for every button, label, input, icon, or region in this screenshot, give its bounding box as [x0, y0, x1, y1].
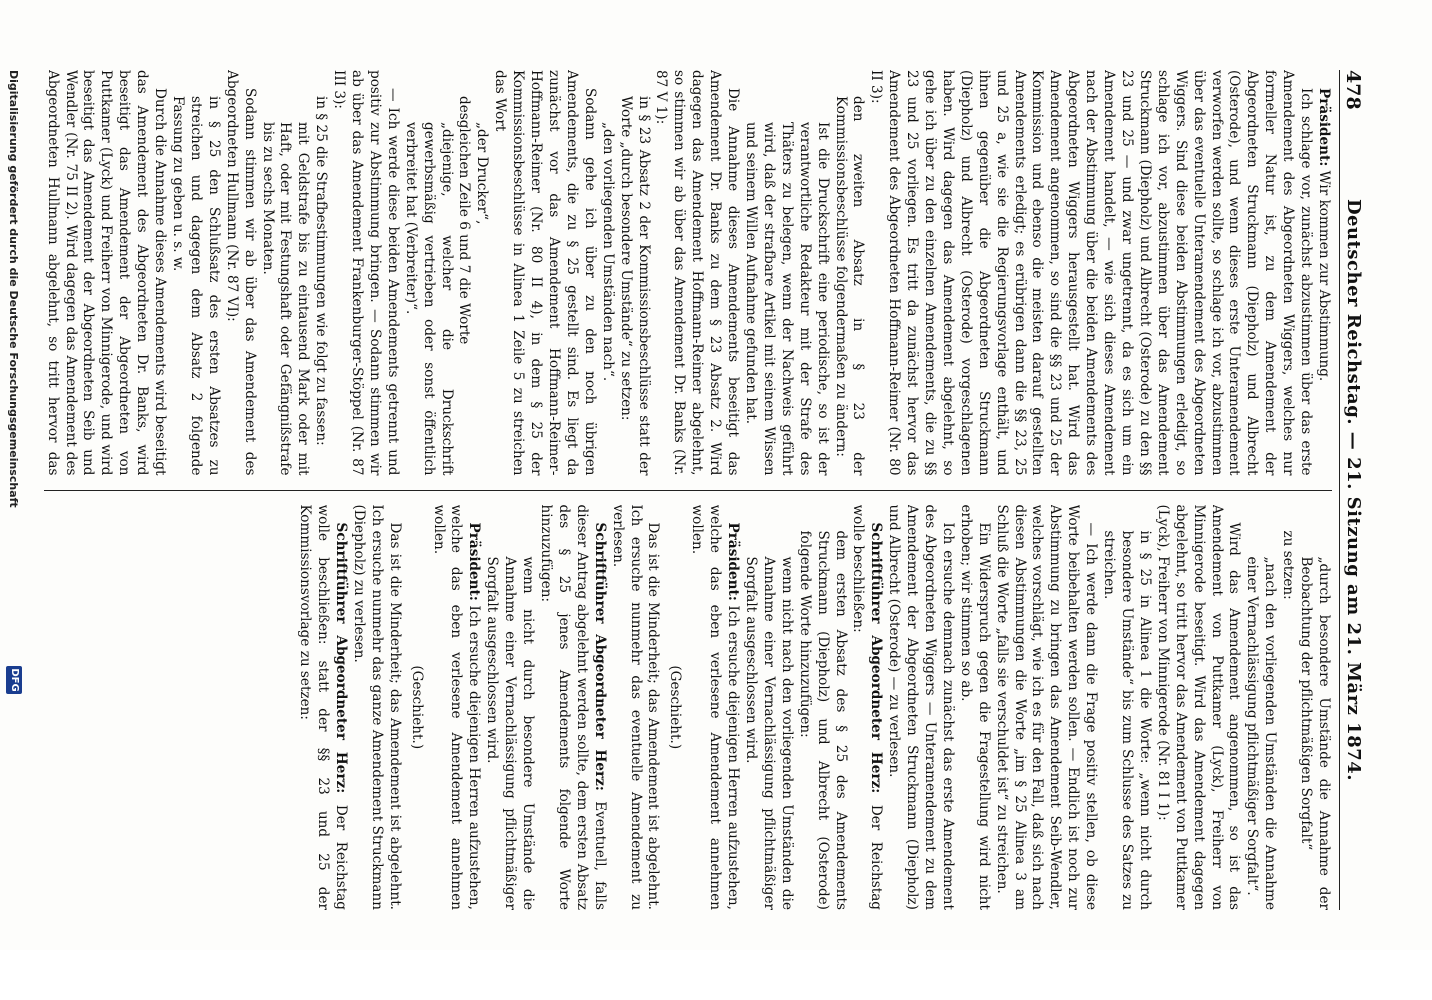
- paragraph-text: Wir kommen zur Abstimmung.: [1316, 170, 1332, 382]
- paragraph-text: „den vorliegenden Umständen nach“.: [599, 122, 616, 382]
- paragraph: [741, 557, 795, 911]
- paragraph-text: „nach den vorliegenden Umständen die Annahme einer Vernachlässigung pflichtmäßiger Sorgfalt“.: [1244, 556, 1279, 910]
- paragraph-text: desgleichen Zeile 6 und 7 die Worte: [456, 96, 473, 345]
- paragraph-text: Wird das Amendement angenommen, so ist das Amendement von Puttkamer (Lyck), Freiherr von Minnigerode beseitigt. Wird das Amendement dagegen abgelehnt, so tritt hervor das Amendement von Puttkamer (Lyck), Freiherr von Minnigerode (Nr. 81 I 1):: [1154, 504, 1243, 910]
- digitization-note: Digitalisierung gefördert durch die Deutsche Forschungsgemeinschaft: [7, 70, 20, 508]
- paragraph-text: in § 25 in Alinea 1 die Worte: „wenn nicht durch besondere Umstände“ bis zum Schlusse des Satzes zu streichen.: [1101, 530, 1153, 910]
- paragraph-text: wenn nicht nach den vorliegenden Umständen die Annahme einer Vernachlässigung pflichtmäßiger Sorgfalt ausgeschlossen wird.: [743, 556, 795, 910]
- paragraph: [490, 70, 597, 476]
- paragraph-text: Der Reichstag wolle beschließen:: [850, 504, 885, 910]
- speaker-label: Präsident:: [466, 522, 483, 601]
- paragraph: [1153, 505, 1243, 911]
- paragraph-text: Ich ersuche demnach zunächst das erste Amendement des Abgeordneten Wiggers — Unteramendement zu dem Amendement der Abgeordneten Struckmann (Diepholz) und Albrecht (Osterode) — zu verlesen.: [886, 504, 956, 910]
- paragraph: [795, 531, 849, 911]
- page-number: 478: [1342, 70, 1364, 110]
- text-columns: [44, 70, 1332, 910]
- paragraph: [349, 505, 403, 911]
- paragraph-text: „diejenige, welcher die Druckschrift gewerbsmäßig vertrieben oder sonst öffentlich verbreitet hat (Verbreiter)“.: [402, 122, 455, 476]
- paragraph: [473, 122, 491, 476]
- page-footer: [2, 70, 22, 950]
- paragraph: [1099, 531, 1153, 911]
- paragraph-text: in § 25 den Schlußsatz des ersten Absatzes zu streichen und dagegen dem Absatz 2 folgende Fassung zu geben u. s. w.: [170, 96, 222, 476]
- paragraph: [1278, 531, 1296, 911]
- paragraph-text: in § 25 die Strafbestimmungen wie folgt zu fassen:: [313, 96, 330, 446]
- speaker-label: Präsident:: [1316, 88, 1332, 167]
- paragraph-text: „der Drucker“,: [474, 122, 491, 225]
- speaker-label: Präsident:: [725, 522, 742, 601]
- paragraph-text: Eventuell, falls dieser Antrag abgelehnt werden sollte, dem ersten Absatz des § 25 jenes Amendements folgende Worte hinzuzufügen:: [538, 504, 608, 910]
- speaker-label: Schriftführer Abgeordneter Herz:: [591, 522, 608, 791]
- paragraph: [616, 96, 652, 476]
- paragraph-text: Die Annahme dieses Amendements beseitigt das Amendement Dr. Banks zu dem § 23 Absatz 2. Wird dagegen das Amendement Hoffmann-Reimer abgelehnt, so stimmen wir ab über das Amendement Dr. Banks (Nr. 87 V 1):: [653, 70, 742, 476]
- paragraph: [455, 96, 473, 476]
- paragraph: [884, 505, 956, 911]
- paragraph-text: Ist die Druckschrift eine periodische, so ist der verantwortliche Redakteur mit der Strafe des Thäters zu belegen, wenn der Nachweis geführt wird, daß der strafbare Artikel mit seinem Wissen und seinem Willen Aufnahme gefunden hat.: [743, 122, 831, 476]
- paragraph: [866, 70, 1314, 476]
- stage-direction: [407, 505, 425, 911]
- paragraph: [401, 122, 455, 476]
- paragraph: [222, 70, 258, 476]
- paragraph-text: Ich ersuche diejenigen Herren aufzustehen, welche das eben verlesene Amendement annehmen wollen.: [430, 504, 483, 910]
- paragraph-text: Ich ersuche diejenigen Herren aufzustehen, welche das eben verlesene Amendement annehmen wollen.: [689, 504, 742, 910]
- paragraph: [598, 122, 616, 476]
- paragraph-text: zu setzen:: [1280, 530, 1297, 600]
- paragraph: [258, 122, 312, 476]
- paragraph-text: mit Geldstrafe bis zu eintausend Mark oder mit Haft, oder mit Festungshaft oder Gefängnißstrafe bis zu sechs Monaten.: [259, 122, 312, 476]
- page-header: [1339, 70, 1366, 910]
- paragraph-text: wenn nicht durch besondere Umstände die Annahme einer Vernachlässigung pflichtmäßiger Sorgfalt ausgeschlossen wird.: [484, 556, 537, 910]
- right-column: [44, 505, 1332, 911]
- paragraph: [956, 505, 992, 911]
- paragraph: [687, 505, 741, 911]
- paragraph-text: Das ist die Minderheit; das Amendement ist abgelehnt. Ich ersuche nunmehr das ganze Amendement Struckmann (Diepholz) zu verlesen.: [350, 504, 403, 910]
- paragraph-text: (Geschieht.): [408, 665, 425, 750]
- dfg-logo: DFG: [6, 666, 22, 694]
- paragraph: [652, 70, 742, 476]
- paragraph-text: Das ist die Minderheit; das Amendement ist abgelehnt. Ich ersuche nunmehr das eventuelle Amendement zu verlesen.: [609, 504, 662, 910]
- paragraph: [295, 505, 349, 911]
- paragraph: [741, 122, 831, 476]
- paragraph: [1314, 70, 1332, 476]
- paragraph: [1296, 557, 1332, 911]
- paragraph-text: — Ich werde dann die Frage positiv stellen, ob diese Worte beibehalten werden sollen. — Endlich ist noch zur Abstimmung zu bringen das Amendement Seib-Wendler, welches vorschlägt, wie ich es für den Fall, daß sich nach diesen Abstimmungen die Worte „im § 25 Alinea 3 am Schluß die Worte „falls sie verschuldet ist“ zu streichen.: [993, 504, 1100, 910]
- paragraph-text: den zweiten Absatz in § 23 der Kommissionsbeschlüsse folgendermaßen zu ändern:: [832, 96, 867, 476]
- paragraph-text: Sodann gehe ich über zu den noch übrigen Amendements, die zu § 25 gestellt sind. Es liegt da zunächst vor das Amendement Hoffmann-Reimer-Hoffmann-Reimer (Nr. 80 II 4), in dem § 25 der Kommissionsbeschlüsse in Alinea 1 Zeile 5 zu streichen das Wort: [492, 70, 598, 476]
- paragraph: [429, 505, 483, 911]
- paragraph-text: „durch besondere Umstände die Annahme der Beobachtung der pflichtmäßigen Sorgfalt“: [1298, 556, 1332, 910]
- paragraph: [831, 96, 867, 476]
- paragraph-text: Der Reichstag wolle beschließen: statt der §§ 23 und 25 der Kommissionsvorlage zu setzen:: [297, 504, 350, 910]
- stage-direction: [665, 505, 683, 911]
- paragraph: [1242, 557, 1278, 911]
- paragraph-text: in § 23 Absatz 2 der Kommissionsbeschlüsse statt der Worte „durch besondere Umstände“ zu setzen:: [617, 96, 652, 476]
- paragraph: [608, 505, 662, 911]
- paragraph-text: Sodann stimmen wir ab über das Amendement des Abgeordneten Hullmann (Nr. 87 VI):: [223, 70, 258, 476]
- paragraph: [329, 70, 401, 476]
- left-column: [44, 70, 1332, 476]
- paragraph-text: Durch die Annahme dieses Amendements wird beseitigt das Amendement des Abgeordneten Dr. Banks, wird beseitigt das Amendement der Abgeordneten von Puttkamer (Lyck) und Freiherr von Minnigerode, und wird beseitigt das Amendement der Abgeordneten Seib und Wendler (Nr. 75 II 2). Wird dagegen das Amendement des Abgeordneten Hullmann abgelehnt, so tritt hervor das: [44, 70, 169, 476]
- column-divider: [44, 490, 1332, 491]
- paragraph: [168, 96, 222, 476]
- running-title: Deutscher Reichstag. — 21. Sitzung am 21. März 1874.: [1343, 198, 1364, 782]
- paragraph-text: Ein Widerspruch gegen die Fragestellung wird nicht erhoben; wir stimmen so ab.: [957, 504, 992, 910]
- speaker-label: Schriftführer Abgeordneter Herz:: [333, 522, 350, 794]
- paragraph-text: — Ich werde diese beiden Amendements getrennt und positiv zur Abstimmung bringen. — Sodann stimmen wir ab über das Amendement Frankenburger-Stöppel (Nr. 87 III 3):: [331, 70, 401, 476]
- speaker-label: Schriftführer Abgeordneter Herz:: [868, 522, 885, 794]
- paragraph-text: Ich schlage vor, zunächst abzustimmen über das erste Amendement des Abgeordneten Wiggers, welches nur formeller Natur ist, zu dem Amendement der Abgeordneten Struckmann (Diepholz) und Albrecht (Osterode), und wenn dieses erste Unteramendement verworfen werden sollte, so schlage ich vor, abzustimmen über das eventuelle Unteramendement des Abgeordneten Wiggers. Sind diese beiden Abstimmungen erledigt, so schlage ich vor, abzustimmen über das Amendement Struckmann (Diepholz) und Albrecht (Osterode) zu den §§ 23 und 25 — und zwar ungetrennt, da es sich um ein Amendement handelt, — wie sich dieses Amendement nach der Abstimmung über die beiden Amendements des Abgeordneten Wiggers herausgestellt hat. Wird das Amendement angenommen, so sind die §§ 23 und 25 der Kommission und ebenso die meisten darauf gestellten Amendements erledigt; es erübrigen dann die §§ 23, 25 und 25 a, wie sie die Regierungsvorlage enthält, und ihnen gegenüber die Abgeordneten Struckmann (Diepholz) und Albrecht (Osterode) vorgeschlagenen haben. Wird dagegen das Amendement abgelehnt, so gehe ich über zu den einzelnen Amendements, die zu §§ 23 und 25 vorliegen. Es tritt da zunächst hervor das Amendement des Abgeordneten Hoffmann-Reimer (Nr. 80 II 3):: [868, 70, 1315, 476]
- paragraph: [536, 505, 608, 911]
- paragraph: [311, 96, 329, 476]
- paragraph-text: dem ersten Absatz des § 25 des Amendements Struckmann (Diepholz) und Albrecht (Osterode) folgende Worte hinzuzufügen:: [796, 530, 849, 910]
- paragraph: [44, 70, 168, 476]
- paragraph: [849, 505, 885, 911]
- paragraph: [482, 557, 536, 911]
- paragraph: [992, 505, 1099, 911]
- paragraph-text: (Geschieht.): [667, 665, 684, 750]
